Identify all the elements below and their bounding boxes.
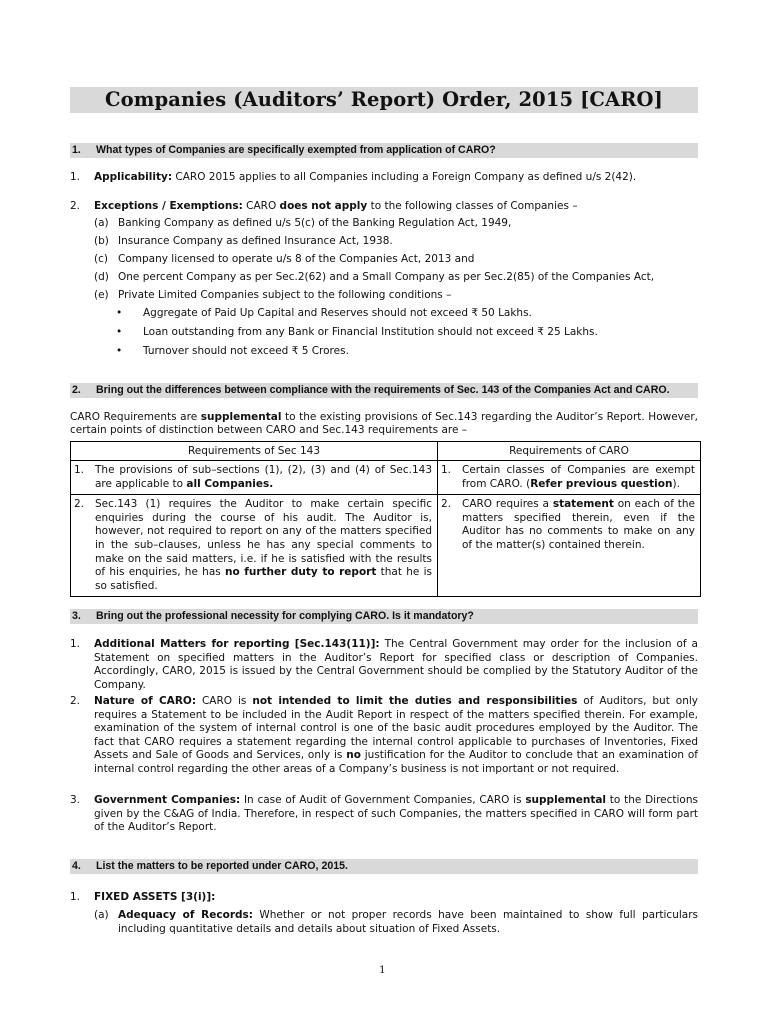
list-item — [94, 289, 698, 303]
q3-paragraph-1 — [70, 638, 698, 692]
cell-text: ). — [672, 477, 680, 490]
list-item — [94, 271, 698, 285]
q3-paragraph-2 — [70, 695, 698, 777]
paragraph-text: CARO is — [196, 695, 253, 707]
question-1-heading — [70, 143, 698, 158]
question-text: What types of Companies are specifically exempted from application of CARO? — [96, 144, 496, 156]
bullet-item — [116, 345, 696, 359]
item-label: (e) — [94, 289, 109, 301]
paragraph-number: 2. — [70, 200, 81, 212]
item-text: One percent Company as per Sec.2(62) and a Small Company as per Sec.2(85) of the Companies Act, — [118, 271, 655, 283]
emphasis-text: all Companies. — [186, 477, 274, 490]
cell-number: 2. — [74, 498, 85, 511]
cell-text: that he is so satisfied. — [95, 566, 432, 592]
emphasis-text: not intended to limit the duties and responsibilities — [252, 695, 578, 707]
question-text: List the matters to be reported under CARO, 2015. — [96, 860, 348, 872]
table-header: Requirements of CARO — [438, 442, 701, 461]
table-row — [71, 495, 701, 597]
emphasis-text: Adequacy of Records: — [118, 909, 253, 921]
emphasis-text: no — [346, 749, 361, 762]
paragraph-text: In case of Audit of Government Companies, CARO is — [240, 794, 526, 806]
cell-text: CARO requires a — [462, 498, 553, 511]
emphasis-text: Refer previous question — [530, 477, 673, 490]
bullet-text: Turnover should not exceed ₹ 5 Crores. — [143, 345, 349, 357]
bullet-text: Loan outstanding from any Bank or Financial Institution should not exceed ₹ 25 Lakhs. — [143, 326, 598, 338]
q4-sub-item-a — [94, 909, 698, 936]
paragraph-label: Government Companies: — [94, 794, 241, 806]
question-4-heading — [70, 859, 698, 874]
question-text: Bring out the differences between compliance with the requirements of Sec. 143 of the Companies Act and CARO. — [96, 384, 670, 396]
question-number: 1. — [72, 144, 81, 156]
paragraph-text: CARO Requirements are — [70, 411, 201, 423]
emphasis-text: no further duty to report — [225, 566, 377, 579]
paragraph-text: The Central Government may order for the inclusion of a Statement on specified matters in the Auditor’s Report for specified class or description of Companies. Accordingly, CARO, 2015 is issued by the Central Government should be complied by the Statutory Auditor of the Company. — [94, 638, 698, 691]
item-text: Private Limited Companies subject to the following conditions – — [118, 289, 452, 301]
bullet-item — [116, 307, 696, 321]
question-3-heading — [70, 609, 698, 624]
comparison-table — [70, 441, 701, 597]
paragraph-text: CARO 2015 applies to all Companies including a Foreign Company as defined u/s 2(42). — [172, 171, 637, 183]
list-item — [94, 217, 698, 231]
item-label: (d) — [94, 271, 109, 283]
table-row — [71, 461, 701, 495]
bullet-text: Aggregate of Paid Up Capital and Reserves should not exceed ₹ 50 Lakhs. — [143, 307, 532, 319]
item-text: Whether or not proper records have been maintained to show full particulars including quantitative details and details about situation of Fixed Assets. — [118, 909, 699, 935]
item-text: Insurance Company as defined Insurance Act, 1938. — [118, 235, 393, 247]
bullet-icon: • — [116, 307, 123, 319]
table-header-row — [71, 442, 701, 461]
item-label: (a) — [94, 217, 109, 229]
bullet-icon: • — [116, 345, 123, 357]
cell-number: 1. — [74, 464, 85, 476]
paragraph-label: Additional Matters for reporting [Sec.143(11)]: — [94, 638, 380, 650]
paragraph-number: 1. — [70, 171, 81, 183]
list-item — [94, 235, 698, 249]
paragraph-number: 2. — [70, 695, 81, 707]
paragraph-text: to the following classes of Companies – — [367, 200, 578, 212]
q1-paragraph-1 — [70, 171, 698, 185]
question-text: Bring out the professional necessity for complying CARO. Is it mandatory? — [96, 610, 474, 622]
paragraph-text: to the Directions given by the C&AG of India. Therefore, in respect of such Companies, the matters specified in CARO will form part of the Auditor’s Report. — [94, 794, 698, 834]
item-label: (b) — [94, 235, 109, 247]
paragraph-text: justification for the Auditor to conclude that an examination of internal control regarding the other areas of a Company’s business is not important or not required. — [94, 749, 698, 775]
table-cell — [71, 461, 438, 495]
question-number: 3. — [72, 610, 81, 622]
q4-paragraph-1 — [70, 891, 698, 905]
paragraph-number: 1. — [70, 891, 81, 903]
paragraph-label: FIXED ASSETS [3(i)]: — [94, 891, 216, 903]
bullet-icon: • — [116, 326, 123, 338]
q2-intro — [70, 411, 698, 438]
document-title: Companies (Auditors’ Report) Order, 2015 [CARO] — [70, 87, 698, 113]
emphasis-text: statement — [552, 498, 614, 511]
list-item — [94, 253, 698, 267]
paragraph-text: CARO — [242, 200, 280, 212]
item-label: (a) — [94, 909, 109, 921]
paragraph-number: 3. — [70, 794, 81, 806]
question-number: 2. — [72, 384, 81, 396]
bullet-item — [116, 326, 696, 340]
question-number: 4. — [72, 860, 81, 872]
cell-text: on each of the matters specified therein, even if the Auditor has no comments to make on any of the matter(s) contained therein. — [462, 498, 695, 551]
cell-number: 1. — [441, 464, 452, 476]
question-2-heading — [70, 383, 698, 398]
cell-number: 2. — [441, 498, 452, 511]
item-text: Company licensed to operate u/s 8 of the Companies Act, 2013 and — [118, 253, 475, 265]
emphasis-text: does not apply — [279, 200, 368, 212]
table-cell — [438, 461, 701, 495]
item-label: (c) — [94, 253, 108, 265]
q3-paragraph-3 — [70, 794, 698, 835]
table-header: Requirements of Sec 143 — [71, 442, 438, 461]
page-number: 1 — [379, 964, 386, 976]
table-cell — [71, 495, 438, 597]
paragraph-label: Exceptions / Exemptions: — [94, 200, 243, 212]
item-text: Banking Company as defined u/s 5(c) of the Banking Regulation Act, 1949, — [118, 217, 512, 229]
cell-text: The provisions of sub–sections (1), (2), (3) and (4) of Sec.143 are applicable to — [95, 464, 432, 490]
paragraph-number: 1. — [70, 638, 81, 650]
paragraph-label: Nature of CARO: — [94, 695, 197, 707]
cell-text: Certain classes of Companies are exempt from CARO. ( — [462, 464, 695, 490]
emphasis-text: supplemental — [200, 411, 282, 423]
table-cell — [438, 495, 701, 597]
paragraph-label: Applicability: — [94, 171, 173, 183]
cell-text: Sec.143 (1) requires the Auditor to make certain specific enquiries during the course of his audit. The Auditor is, however, not required to report on any of the matters specified in the sub–clauses, unless he has any special comments to make on the said matters, i.e. if he is satisfied with the results of his enquiries, he has — [95, 498, 432, 579]
paragraph-text: to the existing provisions of Sec.143 regarding the Auditor’s Report. However, certain points of distinction between CARO and Sec.143 requirements are – — [70, 411, 698, 437]
emphasis-text: supplemental — [525, 794, 607, 806]
paragraph-text: of Auditors, but only requires a Statement to be included in the Audit Report in respect of the matters specified therein. For example, examination of the system of internal control is one of the basic audit procedures employed by the Auditor. The fact that CARO requires a statement regarding the internal control applicable to purchases of Inventories, Fixed Assets and Sale of Goods and Services, only is — [94, 695, 698, 762]
q1-paragraph-2 — [70, 200, 698, 214]
